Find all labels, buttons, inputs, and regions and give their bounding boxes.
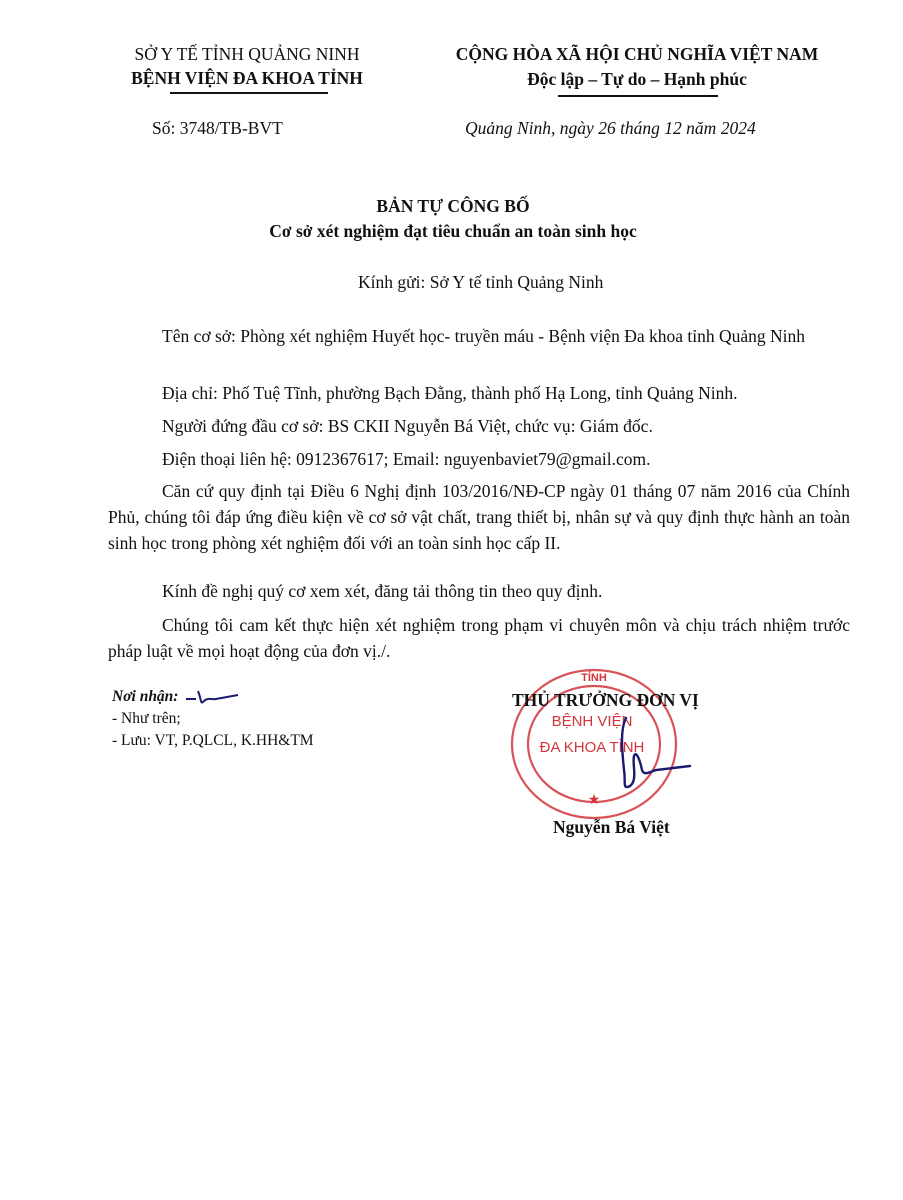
- national-motto: Độc lập – Tự do – Hạnh phúc: [527, 69, 747, 89]
- facility-text: Tên cơ sở: Phòng xét nghiệm Huyết học- truyền máu - Bệnh viện Đa khoa tỉnh Quảng Ninh: [162, 326, 806, 346]
- basis-paragraph: [108, 478, 850, 556]
- signer-name: Nguyễn Bá Việt: [553, 817, 670, 837]
- recipient-item: - Như trên;: [112, 710, 181, 727]
- national-title: CỘNG HÒA XÃ HỘI CHỦ NGHĨA VIỆT NAM: [455, 44, 819, 64]
- signature-title: THỦ TRƯỞNG ĐƠN VỊ: [512, 690, 699, 710]
- request-paragraph: [108, 578, 850, 604]
- commitment-text: Chúng tôi cam kết thực hiện xét nghiệm trong phạm vi chuyên môn và chịu trách nhiệm trước pháp luật về mọi hoạt động của đơn vị./.: [108, 615, 850, 661]
- contact-text: Điện thoại liên hệ: 0912367617; Email: nguyenbaviet79@gmail.com.: [162, 449, 651, 469]
- document-title: BẢN TỰ CÔNG BỐ: [376, 196, 530, 216]
- header-right: [412, 42, 862, 92]
- facility-paragraph: [108, 323, 850, 349]
- contact-paragraph: [108, 446, 850, 472]
- request-text: Kính đề nghị quý cơ xem xét, đăng tải thông tin theo quy định.: [162, 581, 603, 601]
- stamp-line1: BỆNH VIỆN: [551, 713, 633, 730]
- recipient-item: - Lưu: VT, P.QLCL, K.HH&TM: [112, 732, 314, 749]
- issuing-department: SỞ Y TẾ TỈNH QUẢNG NINH: [134, 44, 360, 64]
- header-right-rule: [558, 95, 718, 97]
- signature-icon: [610, 710, 700, 800]
- place-date: Quảng Ninh, ngày 26 tháng 12 năm 2024: [465, 118, 756, 138]
- head-paragraph: [108, 413, 850, 439]
- recipient-line: Kính gửi: Sở Y tế tỉnh Quảng Ninh: [358, 272, 604, 292]
- stamp-top-text: TỈNH: [581, 672, 607, 684]
- head-text: Người đứng đầu cơ sở: BS CKII Nguyễn Bá Việt, chức vụ: Giám đốc.: [162, 416, 653, 436]
- commitment-paragraph: [108, 612, 850, 664]
- document-subtitle: Cơ sở xét nghiệm đạt tiêu chuẩn an toàn sinh học: [269, 221, 637, 241]
- stamp-line2: ĐA KHOA TỈNH: [539, 739, 645, 756]
- header-left-rule: [170, 92, 328, 94]
- basis-text: Căn cứ quy định tại Điều 6 Nghị định 103/2016/NĐ-CP ngày 01 tháng 07 năm 2016 của Chính Phủ, chúng tôi đáp ứng điều kiện về cơ sở vật chất, trang thiết bị, nhân sự và quy định thực hành an toàn sinh học trong phòng xét nghiệm đối với an toàn sinh học cấp II.: [108, 481, 850, 553]
- document-number: Số: 3748/TB-BVT: [152, 118, 283, 138]
- recipients-block: [112, 686, 314, 752]
- initial-mark-icon: [182, 687, 242, 707]
- issuing-hospital: BỆNH VIỆN ĐA KHOA TỈNH: [131, 68, 363, 88]
- address-text: Địa chỉ: Phố Tuệ Tĩnh, phường Bạch Đằng, thành phố Hạ Long, tỉnh Quảng Ninh.: [162, 383, 738, 403]
- stamp-star-icon: ★: [587, 793, 601, 808]
- header-left: [92, 42, 402, 90]
- recipients-label: Nơi nhận:: [112, 688, 179, 705]
- address-paragraph: [108, 380, 850, 406]
